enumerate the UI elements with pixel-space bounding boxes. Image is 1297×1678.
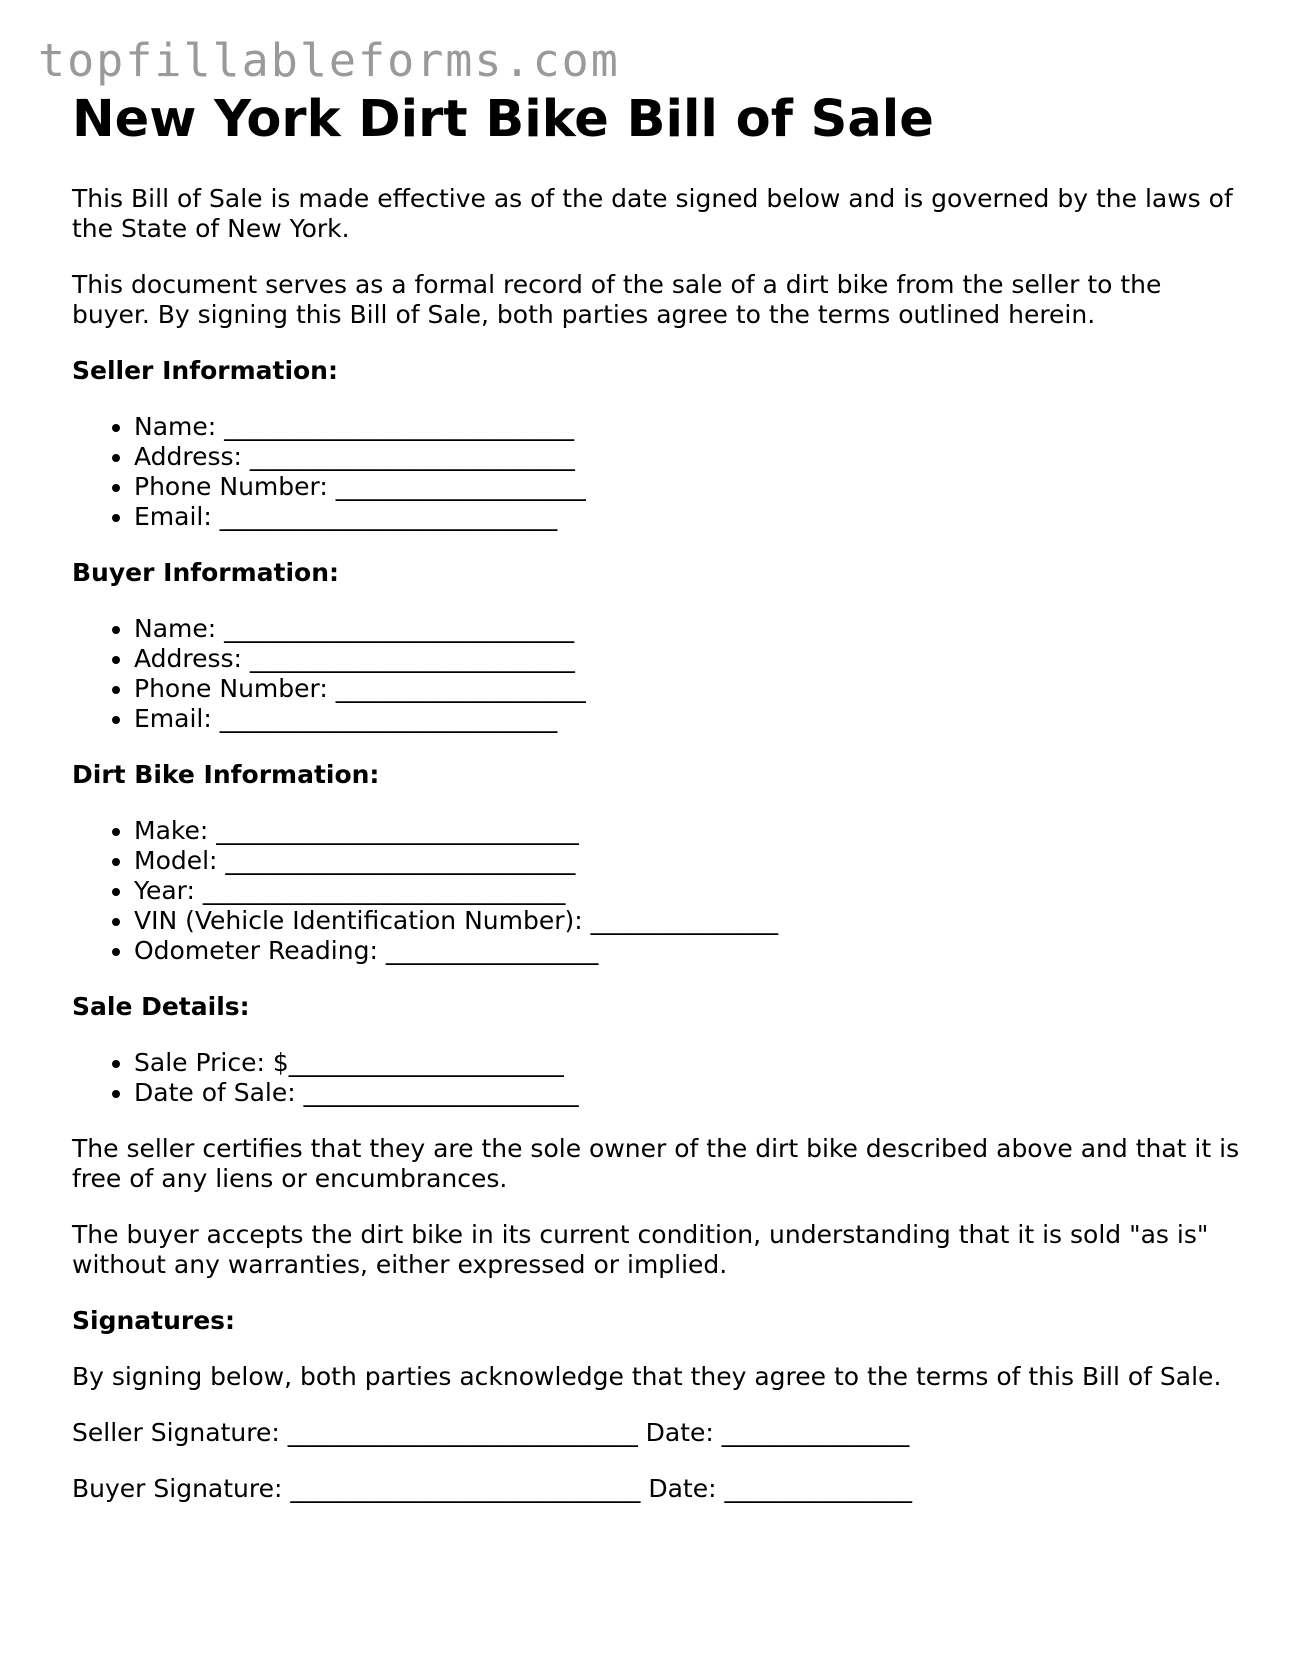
seller-certification: The seller certifies that they are the sole owner of the dirt bike described above and that it is free of any liens or encumbrances. xyxy=(72,1134,1240,1194)
bike-make-field[interactable]: • Make: _____________________________ xyxy=(134,816,1242,846)
bike-odometer-field[interactable]: • Odometer Reading: _________________ xyxy=(134,936,1242,966)
signatures-statement: By signing below, both parties acknowledge that they agree to the terms of this Bill of Sale. xyxy=(72,1362,1222,1392)
watermark: topfillableforms.com xyxy=(38,34,620,87)
seller-email-field[interactable]: • Email: ___________________________ xyxy=(134,502,1242,532)
intro-paragraph-1: This Bill of Sale is made effective as of the date signed below and is governed by the laws of the State of New York. xyxy=(72,184,1233,244)
buyer-field-list xyxy=(72,614,1242,734)
bike-heading: Dirt Bike Information: xyxy=(72,760,380,790)
buyer-heading: Buyer Information: xyxy=(72,558,340,588)
sale-heading: Sale Details: xyxy=(72,992,250,1022)
bike-vin-field[interactable]: • VIN (Vehicle Identification Number): _______________ xyxy=(134,906,1242,936)
page-title: New York Dirt Bike Bill of Sale xyxy=(72,90,934,149)
seller-signature-line[interactable]: Seller Signature: ____________________________ Date: _______________ xyxy=(72,1418,910,1448)
seller-address-field[interactable]: • Address: __________________________ xyxy=(134,442,1242,472)
seller-name-field[interactable]: • Name: ____________________________ xyxy=(134,412,1242,442)
sale-price-field[interactable]: • Sale Price: $______________________ xyxy=(134,1048,1242,1078)
seller-field-list xyxy=(72,412,1242,532)
seller-phone-field[interactable]: • Phone Number: ____________________ xyxy=(134,472,1242,502)
sale-date-field[interactable]: • Date of Sale: ______________________ xyxy=(134,1078,1242,1108)
seller-heading: Seller Information: xyxy=(72,356,338,386)
buyer-acceptance: The buyer accepts the dirt bike in its current condition, understanding that it is sold "as is" without any warranties, either expressed or implied. xyxy=(72,1220,1209,1280)
buyer-signature-line[interactable]: Buyer Signature: ____________________________ Date: _______________ xyxy=(72,1474,912,1504)
buyer-email-field[interactable]: • Email: ___________________________ xyxy=(134,704,1242,734)
buyer-phone-field[interactable]: • Phone Number: ____________________ xyxy=(134,674,1242,704)
bike-field-list xyxy=(72,816,1242,966)
buyer-address-field[interactable]: • Address: __________________________ xyxy=(134,644,1242,674)
document-page xyxy=(72,92,1242,1530)
signatures-heading: Signatures: xyxy=(72,1306,236,1336)
bike-model-field[interactable]: • Model: ____________________________ xyxy=(134,846,1242,876)
sale-field-list xyxy=(72,1048,1242,1108)
bike-year-field[interactable]: • Year: _____________________________ xyxy=(134,876,1242,906)
intro-paragraph-2: This document serves as a formal record of the sale of a dirt bike from the seller to the buyer. By signing this Bill of Sale, both parties agree to the terms outlined herein. xyxy=(72,270,1162,330)
buyer-name-field[interactable]: • Name: ____________________________ xyxy=(134,614,1242,644)
